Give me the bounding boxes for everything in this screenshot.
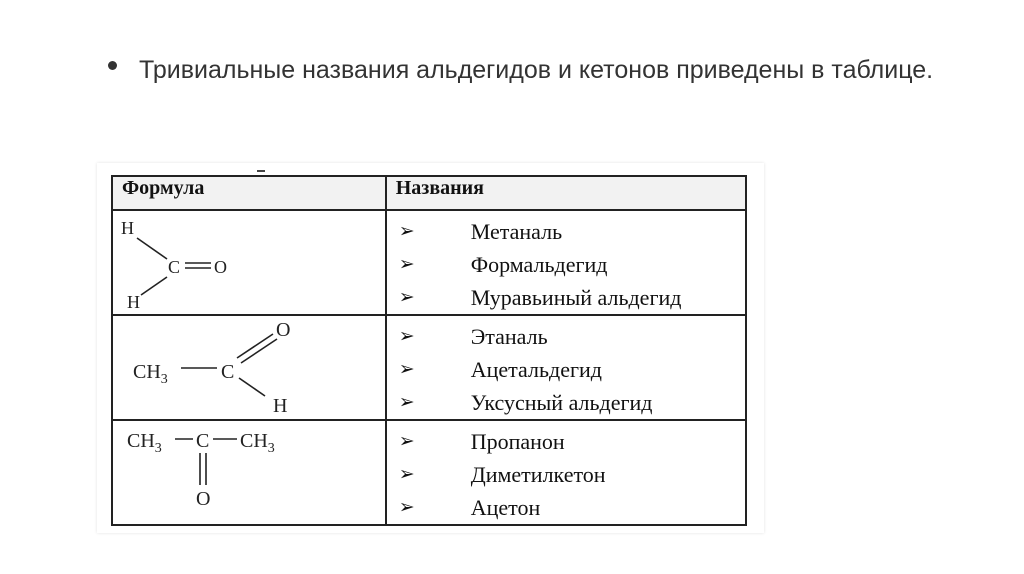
subscript-3-right: 3: [267, 441, 275, 456]
name-label: Этаналь: [470, 323, 548, 349]
atom-c: C: [221, 361, 235, 383]
name-label: Муравьиный альдегид: [470, 284, 682, 310]
name-item: [399, 491, 745, 524]
table-header-row: [112, 176, 746, 210]
name-label: Метаналь: [470, 218, 563, 244]
atom-c: C: [168, 257, 181, 277]
propanone-structure: [113, 421, 377, 521]
atom-h-top: H: [121, 218, 134, 238]
atom-c: C: [196, 430, 210, 452]
atom-o: O: [196, 488, 211, 510]
header-formula: Формула: [112, 176, 386, 210]
arrow-bullet-icon: ➢: [398, 392, 415, 413]
arrow-bullet-icon: ➢: [398, 464, 415, 485]
arrow-bullet-icon: ➢: [398, 287, 415, 308]
table-row: [112, 420, 746, 525]
bullet-dot-icon: [108, 61, 117, 70]
name-item: [399, 458, 745, 491]
arrow-bullet-icon: ➢: [398, 431, 415, 452]
atom-h: H: [273, 395, 288, 417]
bullet-text: Тривиальные названия альдегидов и кетонов приведены в таблице.: [139, 56, 934, 84]
bond-c-h: [239, 378, 265, 396]
formula-cell-methanal: [112, 210, 386, 315]
name-label: Ацетон: [470, 494, 541, 520]
names-cell-methanal: [386, 210, 746, 315]
subscript-3: 3: [160, 372, 168, 387]
table-row: [112, 210, 746, 315]
header-names: Названия: [386, 176, 746, 210]
group-ch: [133, 361, 168, 387]
ethanal-structure: [113, 316, 377, 418]
name-item: [399, 248, 745, 281]
table-row: [112, 315, 746, 420]
name-item: [399, 320, 745, 353]
names-cell-propanone: [386, 420, 746, 525]
decorative-tick: [257, 170, 265, 172]
arrow-bullet-icon: ➢: [398, 497, 415, 518]
subscript-3-left: 3: [154, 441, 162, 456]
name-label: Формальдегид: [470, 251, 608, 277]
arrow-bullet-icon: ➢: [398, 359, 415, 380]
arrow-bullet-icon: ➢: [398, 326, 415, 347]
group-ch-right: [240, 430, 275, 456]
formula-cell-propanone: [112, 420, 386, 525]
name-label: Диметилкетон: [470, 461, 606, 487]
atom-o: O: [214, 257, 227, 277]
name-label: Пропанон: [470, 428, 565, 454]
name-item: [399, 386, 745, 419]
atom-ch-right: CH: [240, 430, 268, 452]
aldehydes-ketones-table: [111, 175, 747, 526]
name-label: Ацетальдегид: [470, 356, 602, 382]
names-cell-ethanal: [386, 315, 746, 420]
bond-h-c-bottom: [141, 277, 167, 295]
name-label: Уксусный альдегид: [470, 389, 653, 415]
atom-h-bottom: H: [127, 292, 140, 312]
atom-ch-left: CH: [127, 430, 155, 452]
methanal-structure: [113, 211, 377, 313]
name-item: [399, 281, 745, 314]
atom-o: O: [276, 319, 291, 341]
bond-h-c-top: [137, 238, 167, 259]
arrow-bullet-icon: ➢: [398, 221, 415, 242]
name-item: [399, 353, 745, 386]
name-item: [399, 215, 745, 248]
name-item: [399, 425, 745, 458]
arrow-bullet-icon: ➢: [398, 254, 415, 275]
group-ch-left: [127, 430, 162, 456]
atom-ch: CH: [133, 361, 161, 383]
formula-cell-ethanal: [112, 315, 386, 420]
